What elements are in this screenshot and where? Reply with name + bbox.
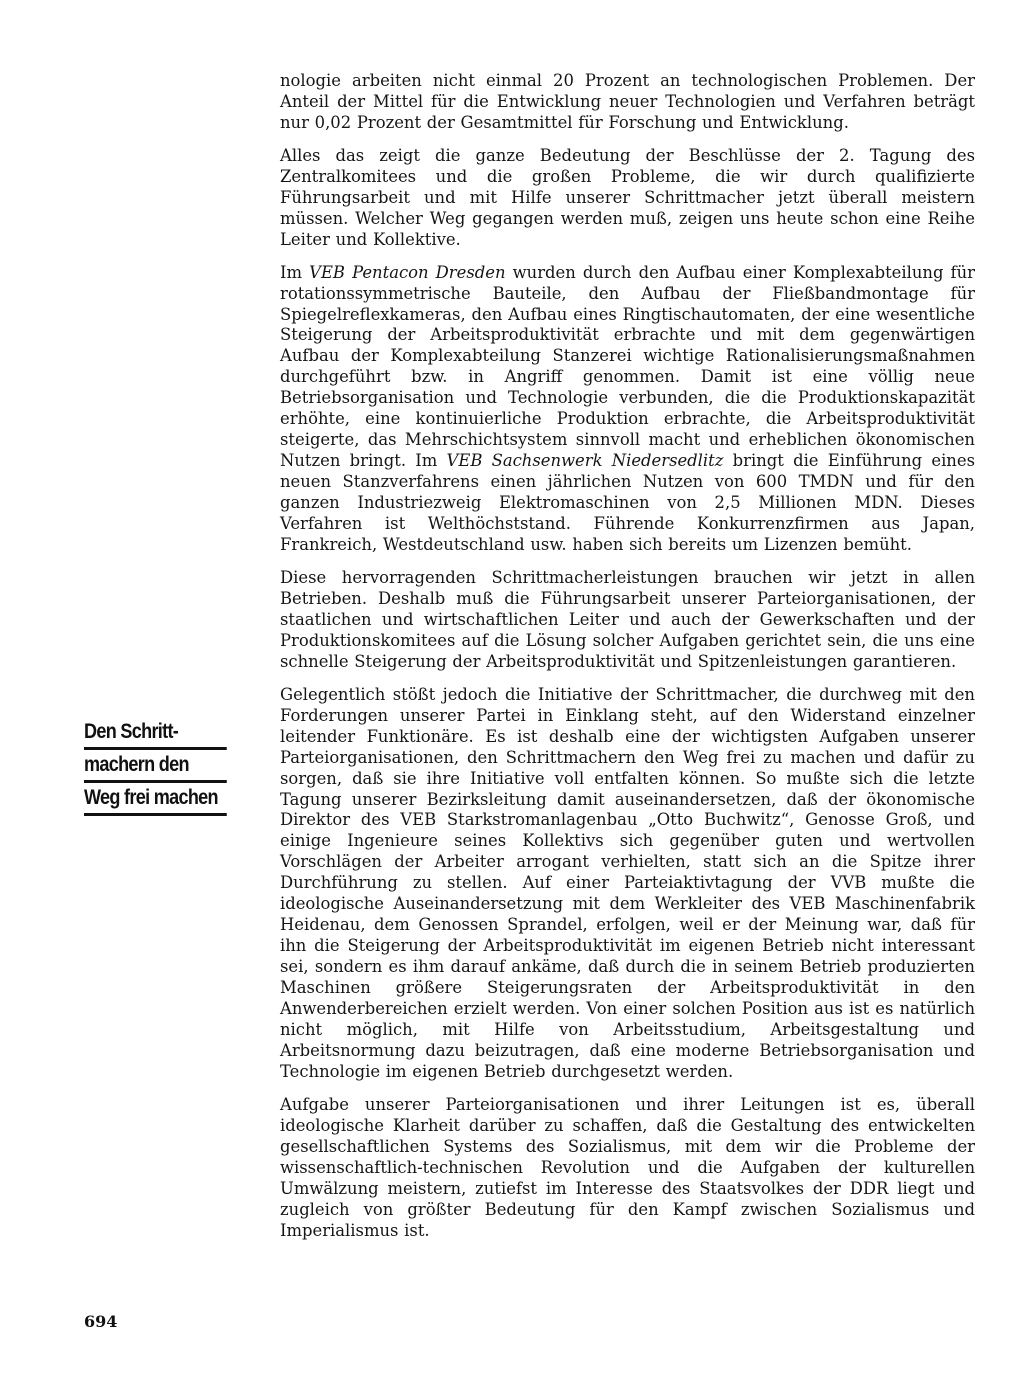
text-run: Diese hervorragenden Schrittmacherleistungen brauchen wir jetzt in allen Betrieben. Deshalb muß die Führungsarbeit unserer Parteiorganisationen, der staatlichen und wirtschaftlichen Leiter und auch der Gewerkschaften und der Produktionskomitees auf die Lösung solcher Aufgaben gerichtet sein, die uns eine schnelle Steigerung der Arbeitsproduktivität und Spitzenleistungen garantieren. <box>280 567 975 671</box>
text-run: Gelegentlich stößt jedoch die Initiative der Schrittmacher, die durchweg mit den Forderungen unserer Partei in Einklang steht, auf den Widerstand einzelner leitender Funktionäre. Es ist deshalb eine der wichtigsten Aufgaben unserer Parteiorganisationen, den Schrittmachern den Weg frei zu machen und dafür zu sorgen, daß sie ihre Initiative voll entfalten können. So mußte sich die letzte Tagung unserer Bezirksleitung damit auseinandersetzen, daß der ökonomische Direktor des VEB Starkstromanlagenbau „Otto Buchwitz“, Genosse Groß, und einige Ingenieure seines Kollektivs sich gegenüber guten und wertvollen Vorschlägen der Arbeiter arrogant verhielten, statt sich an die Spitze ihrer Durchführung zu stellen. Auf einer Parteiaktivtagung der VVB mußte die ideologische Auseinandersetzung mit dem Werkleiter des VEB Maschinenfabrik Heidenau, dem Genossen Sprandel, erfolgen, weil er der Meinung war, daß für ihn die Steigerung der Arbeitsproduktivität im eigenen Betrieb nicht interessant sei, sondern es ihm darauf ankäme, daß durch die in seinem Betrieb produzierten Maschinen größere Steigerungsraten der Arbeitsproduktivität in den Anwenderbereichen erzielt werden. Von einer solchen Position aus ist es natürlich nicht möglich, mit Hilfe von Arbeitsstudium, Arbeitsgestaltung und Arbeitsnormung dazu beizutragen, daß eine moderne Betriebsorganisation und Technologie im eigenen Betrieb durchgesetzt werden. <box>280 684 975 1081</box>
paragraph <box>280 263 975 556</box>
text-run: Aufgabe unserer Parteiorganisationen und ihrer Leitungen ist es, überall ideologische Klarheit darüber zu schaffen, daß die Gestaltung des entwickelten gesellschaftlichen Systems des Sozialismus, mit dem wir die Probleme der wissenschaftlich-technischen Revolution und die Aufgaben der kulturellen Umwälzung meistern, zutiefst im Interesse des Staatsvolkes der DDR liegt und zugleich von größter Bedeutung für den Kampf zwischen Sozialismus und Imperialismus ist. <box>280 1094 975 1240</box>
margin-heading-line: Den Schritt- <box>84 719 227 750</box>
company-name: VEB Pentacon Dresden <box>309 262 506 282</box>
paragraph <box>280 685 975 1083</box>
margin-heading-line: machern den <box>84 752 227 783</box>
margin-heading <box>84 719 250 818</box>
paragraph <box>280 146 975 251</box>
text-run: bringt die Einführung eines neuen Stanzverfahrens einen jährlichen Nutzen von 600 TMDN und für den ganzen Industriezweig Elektromaschinen von 2,5 Millionen MDN. Dieses Verfahren ist Welthöchststand. Führende Konkurrenzfirmen aus Japan, Frankreich, Westdeutschland usw. haben sich bereits um Lizenzen bemüht. <box>280 451 975 555</box>
margin-heading-line: Weg frei machen <box>84 785 227 816</box>
text-run: nologie arbeiten nicht einmal 20 Prozent an technologischen Problemen. Der Anteil der Mittel für die Entwicklung neuer Technologien und Verfahren beträgt nur 0,02 Prozent der Gesamtmittel für Forschung und Entwicklung. <box>280 71 975 132</box>
body-text <box>280 71 975 1254</box>
paragraph <box>280 568 975 673</box>
page-number: 694 <box>84 1312 118 1331</box>
company-name: VEB Sachsenwerk Niedersedlitz <box>446 451 724 471</box>
paragraph <box>280 1095 975 1242</box>
text-run: wurden durch den Aufbau einer Komplexabteilung für rotationssymmetrische Bauteile, den Aufbau der Fließbandmontage für Spiegelreflexkameras, den Aufbau eines Ringtischautomaten, der eine wesentliche Steigerung der Arbeitsproduktivität erbrachte und mit dem gegenwärtigen Aufbau der Komplexabteilung Stanzerei wichtige Rationalisierungsmaßnahmen durchgeführt bzw. in Angriff genommen. Damit ist eine völlig neue Betriebsorganisation und Technologie verbunden, die die Produktionskapazität erhöhte, eine kontinuierliche Produktion erbrachte, die Arbeitsproduktivität steigerte, das Mehrschichtsystem sinnvoll macht und erheblichen ökonomischen Nutzen bringt. Im <box>280 262 976 471</box>
text-run: Im <box>280 262 310 282</box>
text-run: Alles das zeigt die ganze Bedeutung der Beschlüsse der 2. Tagung des Zentralkomitees und die großen Probleme, die wir durch qualifizierte Führungsarbeit und mit Hilfe unserer Schrittmacher jetzt überall meistern müssen. Welcher Weg gegangen werden muß, zeigen uns heute schon eine Reihe Leiter und Kollektive. <box>280 145 975 249</box>
paragraph <box>280 71 975 134</box>
